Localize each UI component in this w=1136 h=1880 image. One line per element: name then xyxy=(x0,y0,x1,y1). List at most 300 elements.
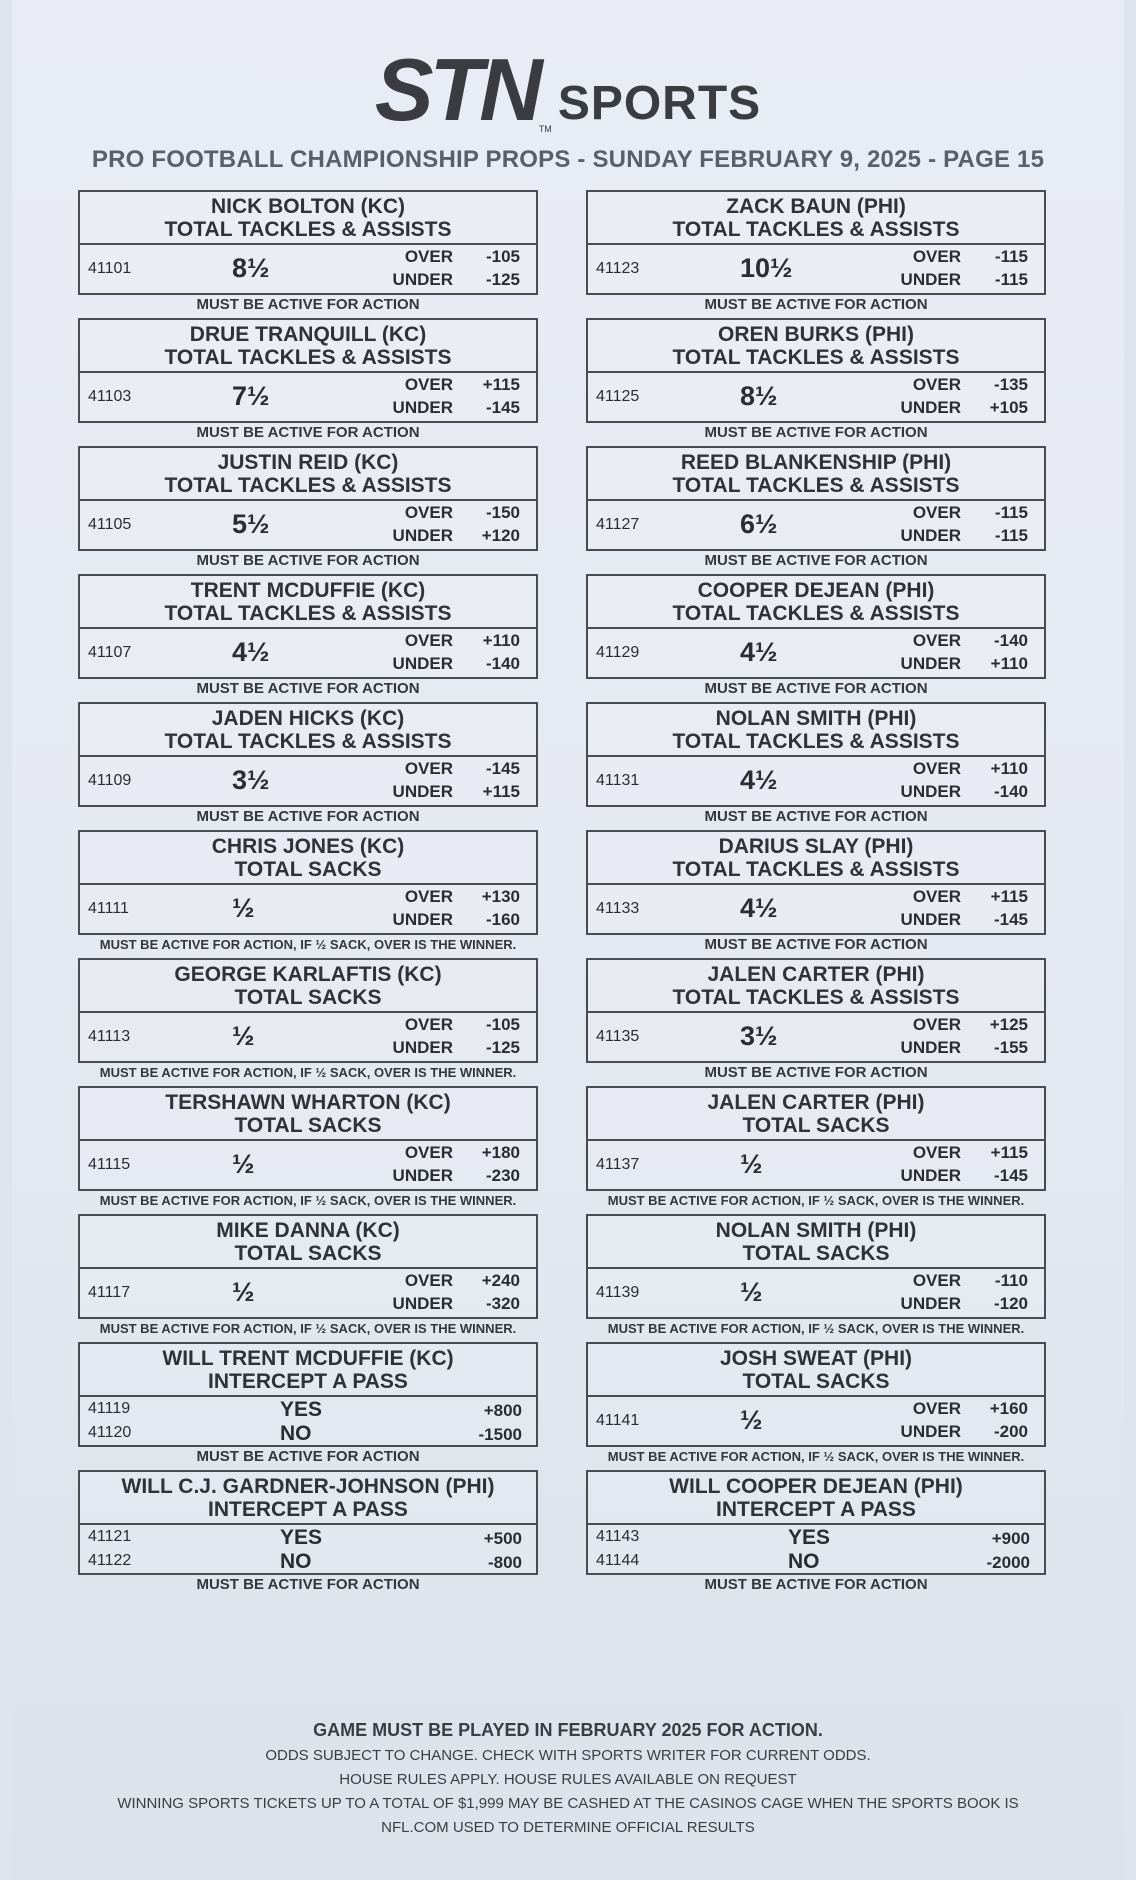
prop-block xyxy=(78,318,538,446)
bet-number: 41101 xyxy=(88,260,132,277)
yes-row[interactable] xyxy=(80,1525,536,1549)
over-label: OVER xyxy=(404,1143,453,1162)
bet-number: 41122 xyxy=(88,1552,132,1569)
bet-number: 41105 xyxy=(88,516,132,533)
odds-row xyxy=(588,501,1044,549)
prop-box[interactable] xyxy=(78,1342,538,1447)
prop-title xyxy=(588,1472,1044,1525)
prop-type: TOTAL SACKS xyxy=(742,1242,890,1265)
yes-odds: +900 xyxy=(991,1529,1030,1548)
player-name: REED BLANKENSHIP (PHI) xyxy=(680,451,952,474)
prop-title xyxy=(588,704,1044,757)
left-column xyxy=(78,190,538,1598)
over-label: OVER xyxy=(912,887,961,906)
prop-block xyxy=(78,1086,538,1214)
odds-row xyxy=(80,501,536,549)
odds-row xyxy=(588,1397,1044,1445)
no-label: NO xyxy=(788,1550,820,1573)
under-odds: -145 xyxy=(993,910,1028,929)
under-label: UNDER xyxy=(900,910,961,929)
under-label: UNDER xyxy=(392,270,453,289)
prop-line: 6½ xyxy=(740,509,778,539)
odds-row xyxy=(588,757,1044,805)
prop-block xyxy=(586,318,1046,446)
prop-type: TOTAL TACKLES & ASSISTS xyxy=(672,986,960,1009)
prop-block xyxy=(586,1342,1046,1470)
prop-title xyxy=(588,192,1044,245)
footer-odds-note: ODDS SUBJECT TO CHANGE. CHECK WITH SPORTS WRITER FOR CURRENT ODDS. xyxy=(265,1747,871,1764)
prop-type: TOTAL SACKS xyxy=(234,1242,382,1265)
prop-title xyxy=(80,320,536,373)
under-odds: -115 xyxy=(994,270,1028,289)
bet-number: 41129 xyxy=(596,644,640,661)
no-odds: -2000 xyxy=(986,1553,1030,1572)
no-row[interactable] xyxy=(80,1549,536,1573)
odds-row xyxy=(588,885,1044,933)
bet-number: 41144 xyxy=(596,1552,640,1569)
under-label: UNDER xyxy=(900,1166,961,1185)
prop-type: TOTAL TACKLES & ASSISTS xyxy=(164,730,452,753)
prop-title xyxy=(80,448,536,501)
prop-line: ½ xyxy=(232,1021,255,1051)
prop-line: 4½ xyxy=(740,765,778,795)
action-note: MUST BE ACTIVE FOR ACTION xyxy=(196,808,420,825)
bet-number: 41111 xyxy=(88,900,129,917)
prop-title xyxy=(80,960,536,1013)
no-row[interactable] xyxy=(588,1549,1044,1573)
yes-odds: +800 xyxy=(483,1401,522,1420)
footer-results-note: NFL.COM USED TO DETERMINE OFFICIAL RESULTS xyxy=(381,1819,755,1836)
player-name: NOLAN SMITH (PHI) xyxy=(715,1219,917,1242)
bet-number: 41135 xyxy=(596,1028,640,1045)
no-row[interactable] xyxy=(80,1421,536,1445)
under-label: UNDER xyxy=(392,526,453,545)
prop-block xyxy=(78,446,538,574)
prop-title xyxy=(80,192,536,245)
under-odds: -145 xyxy=(485,398,520,417)
prop-type: TOTAL TACKLES & ASSISTS xyxy=(164,346,452,369)
player-name: OREN BURKS (PHI) xyxy=(717,323,914,346)
under-label: UNDER xyxy=(392,782,453,801)
odds-row xyxy=(588,1141,1044,1189)
action-note: MUST BE ACTIVE FOR ACTION, IF ½ SACK, OVER IS THE WINNER. xyxy=(99,937,517,952)
right-column xyxy=(586,190,1046,1598)
prop-box[interactable] xyxy=(78,190,538,295)
action-note: MUST BE ACTIVE FOR ACTION xyxy=(196,296,420,313)
prop-box[interactable] xyxy=(78,702,538,807)
logo-stn: STN xyxy=(374,40,539,139)
bet-number: 41127 xyxy=(596,516,640,533)
prop-box[interactable] xyxy=(78,574,538,679)
bet-number: 41139 xyxy=(596,1284,640,1301)
bet-number: 41115 xyxy=(88,1156,131,1173)
odds-row xyxy=(80,373,536,421)
under-odds: -145 xyxy=(993,1166,1028,1185)
over-odds: +130 xyxy=(481,887,520,906)
prop-line: ½ xyxy=(232,1149,255,1179)
prop-type: TOTAL TACKLES & ASSISTS xyxy=(164,602,452,625)
action-note: MUST BE ACTIVE FOR ACTION, IF ½ SACK, OVER IS THE WINNER. xyxy=(99,1321,517,1336)
yes-row[interactable] xyxy=(588,1525,1044,1549)
action-note: MUST BE ACTIVE FOR ACTION xyxy=(704,424,928,441)
action-note: MUST BE ACTIVE FOR ACTION xyxy=(704,296,928,313)
over-label: OVER xyxy=(912,375,961,394)
prop-box[interactable] xyxy=(78,1214,538,1319)
no-label: NO xyxy=(280,1550,312,1573)
player-name: WILL COOPER DEJEAN (PHI) xyxy=(669,1475,963,1498)
prop-line: 8½ xyxy=(740,381,778,411)
action-note: MUST BE ACTIVE FOR ACTION xyxy=(704,1064,928,1081)
over-label: OVER xyxy=(404,1271,453,1290)
bet-number: 41107 xyxy=(88,644,132,661)
prop-box[interactable] xyxy=(78,1086,538,1191)
prop-block xyxy=(586,1086,1046,1214)
stn-sports-logo xyxy=(12,40,1124,139)
action-note: MUST BE ACTIVE FOR ACTION xyxy=(196,1576,420,1593)
prop-box[interactable] xyxy=(586,446,1046,551)
action-note: MUST BE ACTIVE FOR ACTION, IF ½ SACK, OVER IS THE WINNER. xyxy=(607,1449,1025,1464)
odds-row xyxy=(80,1141,536,1189)
over-odds: -110 xyxy=(994,1271,1028,1290)
action-note: MUST BE ACTIVE FOR ACTION xyxy=(704,936,928,953)
over-odds: +110 xyxy=(990,759,1028,778)
under-label: UNDER xyxy=(392,1038,453,1057)
under-odds: +115 xyxy=(482,782,520,801)
prop-block xyxy=(78,1214,538,1342)
action-note: MUST BE ACTIVE FOR ACTION xyxy=(196,424,420,441)
yes-label: YES xyxy=(788,1526,831,1549)
prop-type: INTERCEPT A PASS xyxy=(208,1498,408,1521)
odds-row xyxy=(80,885,536,933)
prop-line: 5½ xyxy=(232,509,270,539)
over-odds: -145 xyxy=(485,759,520,778)
player-name: GEORGE KARLAFTIS (KC) xyxy=(174,963,442,986)
odds-row xyxy=(80,757,536,805)
prop-title xyxy=(588,960,1044,1013)
under-odds: -115 xyxy=(994,526,1028,545)
over-odds: -115 xyxy=(994,503,1028,522)
player-name: DRUE TRANQUILL (KC) xyxy=(189,323,427,346)
over-label: OVER xyxy=(912,631,961,650)
prop-title xyxy=(80,832,536,885)
prop-block xyxy=(78,958,538,1086)
prop-box[interactable] xyxy=(586,318,1046,423)
under-odds: -125 xyxy=(485,270,520,289)
prop-title xyxy=(80,1216,536,1269)
logo-trademark: TM xyxy=(538,124,552,134)
prop-box[interactable] xyxy=(586,830,1046,935)
prop-block xyxy=(586,702,1046,830)
over-odds: -105 xyxy=(485,247,520,266)
action-note: MUST BE ACTIVE FOR ACTION, IF ½ SACK, OVER IS THE WINNER. xyxy=(607,1193,1025,1208)
odds-row xyxy=(588,1269,1044,1317)
over-label: OVER xyxy=(912,759,961,778)
prop-block xyxy=(586,830,1046,958)
action-note: MUST BE ACTIVE FOR ACTION xyxy=(704,1576,928,1593)
player-name: JADEN HICKS (KC) xyxy=(211,707,405,730)
player-name: DARIUS SLAY (PHI) xyxy=(718,835,914,858)
under-label: UNDER xyxy=(900,1294,961,1313)
under-odds: -320 xyxy=(485,1294,520,1313)
action-note: MUST BE ACTIVE FOR ACTION xyxy=(196,680,420,697)
odds-row xyxy=(588,373,1044,421)
odds-row xyxy=(588,1013,1044,1061)
under-odds: -140 xyxy=(993,782,1028,801)
over-label: OVER xyxy=(404,1015,453,1034)
prop-box[interactable] xyxy=(586,190,1046,295)
action-note: MUST BE ACTIVE FOR ACTION, IF ½ SACK, OVER IS THE WINNER. xyxy=(99,1193,517,1208)
over-odds: -105 xyxy=(485,1015,520,1034)
over-odds: -140 xyxy=(993,631,1028,650)
bet-number: 41133 xyxy=(596,900,640,917)
over-odds: +115 xyxy=(482,375,520,394)
bet-number: 41103 xyxy=(88,388,132,405)
under-odds: -120 xyxy=(993,1294,1028,1313)
prop-type: TOTAL TACKLES & ASSISTS xyxy=(672,218,960,241)
under-label: UNDER xyxy=(392,1166,453,1185)
under-label: UNDER xyxy=(392,1294,453,1313)
over-odds: +110 xyxy=(482,631,520,650)
over-odds: +240 xyxy=(481,1271,520,1290)
over-odds: -115 xyxy=(994,247,1028,266)
odds-row xyxy=(588,245,1044,293)
prop-line: 3½ xyxy=(232,765,270,795)
prop-line: ½ xyxy=(740,1149,763,1179)
over-odds: +115 xyxy=(990,1143,1028,1162)
under-label: UNDER xyxy=(900,1038,961,1057)
bet-number: 41123 xyxy=(596,260,640,277)
prop-block xyxy=(78,190,538,318)
prop-box[interactable] xyxy=(586,1342,1046,1447)
prop-line: 7½ xyxy=(232,381,270,411)
prop-type: TOTAL SACKS xyxy=(234,1114,382,1137)
under-odds: -230 xyxy=(485,1166,520,1185)
over-label: OVER xyxy=(404,375,453,394)
prop-block xyxy=(586,446,1046,574)
over-odds: -135 xyxy=(993,375,1028,394)
over-odds: -150 xyxy=(485,503,520,522)
player-name: JALEN CARTER (PHI) xyxy=(707,963,925,986)
bet-number: 41121 xyxy=(88,1528,132,1545)
prop-type: TOTAL SACKS xyxy=(234,986,382,1009)
player-name: NOLAN SMITH (PHI) xyxy=(715,707,917,730)
bet-number: 41125 xyxy=(596,388,640,405)
prop-box[interactable] xyxy=(586,702,1046,807)
prop-box[interactable] xyxy=(78,830,538,935)
prop-title xyxy=(80,1344,536,1397)
over-label: OVER xyxy=(404,887,453,906)
prop-block xyxy=(586,1470,1046,1598)
odds-row xyxy=(80,629,536,677)
player-name: JOSH SWEAT (PHI) xyxy=(719,1347,913,1370)
logo-sports: SPORTS xyxy=(557,77,762,130)
over-label: OVER xyxy=(404,759,453,778)
over-odds: +115 xyxy=(990,887,1028,906)
prop-type: TOTAL TACKLES & ASSISTS xyxy=(164,218,452,241)
player-name: TERSHAWN WHARTON (KC) xyxy=(165,1091,451,1114)
prop-block xyxy=(78,1342,538,1470)
over-odds: +160 xyxy=(989,1399,1028,1418)
player-name: JUSTIN REID (KC) xyxy=(217,451,399,474)
prop-title xyxy=(588,576,1044,629)
over-label: OVER xyxy=(912,247,961,266)
over-label: OVER xyxy=(912,1015,961,1034)
prop-title xyxy=(588,1344,1044,1397)
yes-row[interactable] xyxy=(80,1397,536,1421)
prop-title xyxy=(80,576,536,629)
prop-type: TOTAL TACKLES & ASSISTS xyxy=(672,602,960,625)
player-name: JALEN CARTER (PHI) xyxy=(707,1091,925,1114)
over-label: OVER xyxy=(912,1271,961,1290)
bet-number: 41120 xyxy=(88,1424,132,1441)
prop-type: TOTAL TACKLES & ASSISTS xyxy=(672,730,960,753)
prop-title xyxy=(80,1088,536,1141)
prop-line: 3½ xyxy=(740,1021,778,1051)
bet-number: 41117 xyxy=(88,1284,131,1301)
prop-box[interactable] xyxy=(586,958,1046,1063)
player-name: CHRIS JONES (KC) xyxy=(211,835,405,858)
under-odds: +110 xyxy=(990,654,1028,673)
yes-odds: +500 xyxy=(483,1529,522,1548)
action-note: MUST BE ACTIVE FOR ACTION xyxy=(196,552,420,569)
no-odds: -1500 xyxy=(478,1425,522,1444)
over-label: OVER xyxy=(404,631,453,650)
prop-title xyxy=(588,1216,1044,1269)
prop-block xyxy=(586,574,1046,702)
under-odds: +120 xyxy=(481,526,520,545)
action-note: MUST BE ACTIVE FOR ACTION xyxy=(704,680,928,697)
bet-number: 41113 xyxy=(88,1028,131,1045)
player-name: ZACK BAUN (PHI) xyxy=(726,195,906,218)
prop-line: ½ xyxy=(740,1405,763,1435)
yes-label: YES xyxy=(280,1398,323,1421)
over-odds: +180 xyxy=(481,1143,520,1162)
prop-line: ½ xyxy=(232,893,255,923)
prop-type: TOTAL TACKLES & ASSISTS xyxy=(672,858,960,881)
footer xyxy=(12,1716,1124,1840)
footer-cashing-note: WINNING SPORTS TICKETS UP TO A TOTAL OF $1,999 MAY BE CASHED AT THE CASINOS CAGE WHEN THE SPORTS BOOK IS xyxy=(117,1795,1019,1812)
under-label: UNDER xyxy=(900,654,961,673)
player-name: WILL C.J. GARDNER-JOHNSON (PHI) xyxy=(121,1475,495,1498)
footer-house-rules: HOUSE RULES APPLY. HOUSE RULES AVAILABLE ON REQUEST xyxy=(339,1771,797,1788)
under-odds: -155 xyxy=(993,1038,1028,1057)
bet-number: 41141 xyxy=(596,1412,640,1429)
prop-line: 4½ xyxy=(232,637,270,667)
prop-title xyxy=(80,704,536,757)
bet-number: 41143 xyxy=(596,1528,640,1545)
under-odds: +105 xyxy=(989,398,1028,417)
prop-box[interactable] xyxy=(586,1214,1046,1319)
prop-type: TOTAL SACKS xyxy=(742,1370,890,1393)
prop-title xyxy=(588,448,1044,501)
prop-type: TOTAL SACKS xyxy=(234,858,382,881)
player-name: NICK BOLTON (KC) xyxy=(210,195,406,218)
odds-row xyxy=(80,1269,536,1317)
action-note: MUST BE ACTIVE FOR ACTION xyxy=(704,552,928,569)
prop-title xyxy=(588,832,1044,885)
prop-block xyxy=(78,574,538,702)
prop-line: 4½ xyxy=(740,893,778,923)
prop-block xyxy=(586,1214,1046,1342)
prop-box[interactable] xyxy=(78,1470,538,1575)
prop-block xyxy=(78,1470,538,1598)
bet-number: 41119 xyxy=(88,1400,131,1417)
bet-number: 41137 xyxy=(596,1156,640,1173)
prop-line: 10½ xyxy=(740,253,793,283)
player-name: TRENT MCDUFFIE (KC) xyxy=(190,579,426,602)
player-name: WILL TRENT MCDUFFIE (KC) xyxy=(162,1347,454,1370)
action-note: MUST BE ACTIVE FOR ACTION, IF ½ SACK, OVER IS THE WINNER. xyxy=(607,1321,1025,1336)
under-odds: -200 xyxy=(993,1422,1028,1441)
under-label: UNDER xyxy=(900,398,961,417)
under-label: UNDER xyxy=(392,398,453,417)
over-label: OVER xyxy=(912,1143,961,1162)
bet-number: 41131 xyxy=(596,772,640,789)
under-odds: -140 xyxy=(485,654,520,673)
over-label: OVER xyxy=(404,247,453,266)
prop-line: 8½ xyxy=(232,253,270,283)
prop-type: TOTAL TACKLES & ASSISTS xyxy=(672,474,960,497)
under-odds: -125 xyxy=(485,1038,520,1057)
odds-row xyxy=(80,245,536,293)
prop-title xyxy=(588,1088,1044,1141)
page-title: PRO FOOTBALL CHAMPIONSHIP PROPS - SUNDAY FEBRUARY 9, 2025 - PAGE 15 xyxy=(91,146,1045,173)
prop-block xyxy=(78,830,538,958)
prop-type: INTERCEPT A PASS xyxy=(716,1498,916,1521)
no-label: NO xyxy=(280,1422,312,1445)
prop-sheet xyxy=(12,0,1124,1880)
over-label: OVER xyxy=(912,503,961,522)
bet-number: 41109 xyxy=(88,772,132,789)
prop-box[interactable] xyxy=(586,1470,1046,1575)
under-label: UNDER xyxy=(900,782,961,801)
over-label: OVER xyxy=(912,1399,961,1418)
prop-title xyxy=(588,320,1044,373)
prop-box[interactable] xyxy=(78,958,538,1063)
odds-row xyxy=(588,629,1044,677)
prop-block xyxy=(586,958,1046,1086)
under-label: UNDER xyxy=(900,1422,961,1441)
player-name: MIKE DANNA (KC) xyxy=(216,1219,400,1242)
prop-type: INTERCEPT A PASS xyxy=(208,1370,408,1393)
over-odds: +125 xyxy=(989,1015,1028,1034)
footer-game-rule: GAME MUST BE PLAYED IN FEBRUARY 2025 FOR ACTION. xyxy=(313,1720,823,1740)
prop-block xyxy=(586,190,1046,318)
prop-box[interactable] xyxy=(78,446,538,551)
prop-type: TOTAL TACKLES & ASSISTS xyxy=(164,474,452,497)
action-note: MUST BE ACTIVE FOR ACTION xyxy=(704,808,928,825)
under-odds: -160 xyxy=(485,910,520,929)
prop-type: TOTAL TACKLES & ASSISTS xyxy=(672,346,960,369)
prop-box[interactable] xyxy=(586,574,1046,679)
odds-row xyxy=(80,1013,536,1061)
action-note: MUST BE ACTIVE FOR ACTION xyxy=(196,1448,420,1465)
prop-block xyxy=(78,702,538,830)
under-label: UNDER xyxy=(392,654,453,673)
no-odds: -800 xyxy=(487,1553,522,1572)
prop-box[interactable] xyxy=(78,318,538,423)
prop-line: ½ xyxy=(232,1277,255,1307)
prop-line: ½ xyxy=(740,1277,763,1307)
under-label: UNDER xyxy=(392,910,453,929)
under-label: UNDER xyxy=(900,526,961,545)
yes-label: YES xyxy=(280,1526,323,1549)
action-note: MUST BE ACTIVE FOR ACTION, IF ½ SACK, OVER IS THE WINNER. xyxy=(99,1065,517,1080)
prop-line: 4½ xyxy=(740,637,778,667)
under-label: UNDER xyxy=(900,270,961,289)
prop-box[interactable] xyxy=(586,1086,1046,1191)
prop-title xyxy=(80,1472,536,1525)
